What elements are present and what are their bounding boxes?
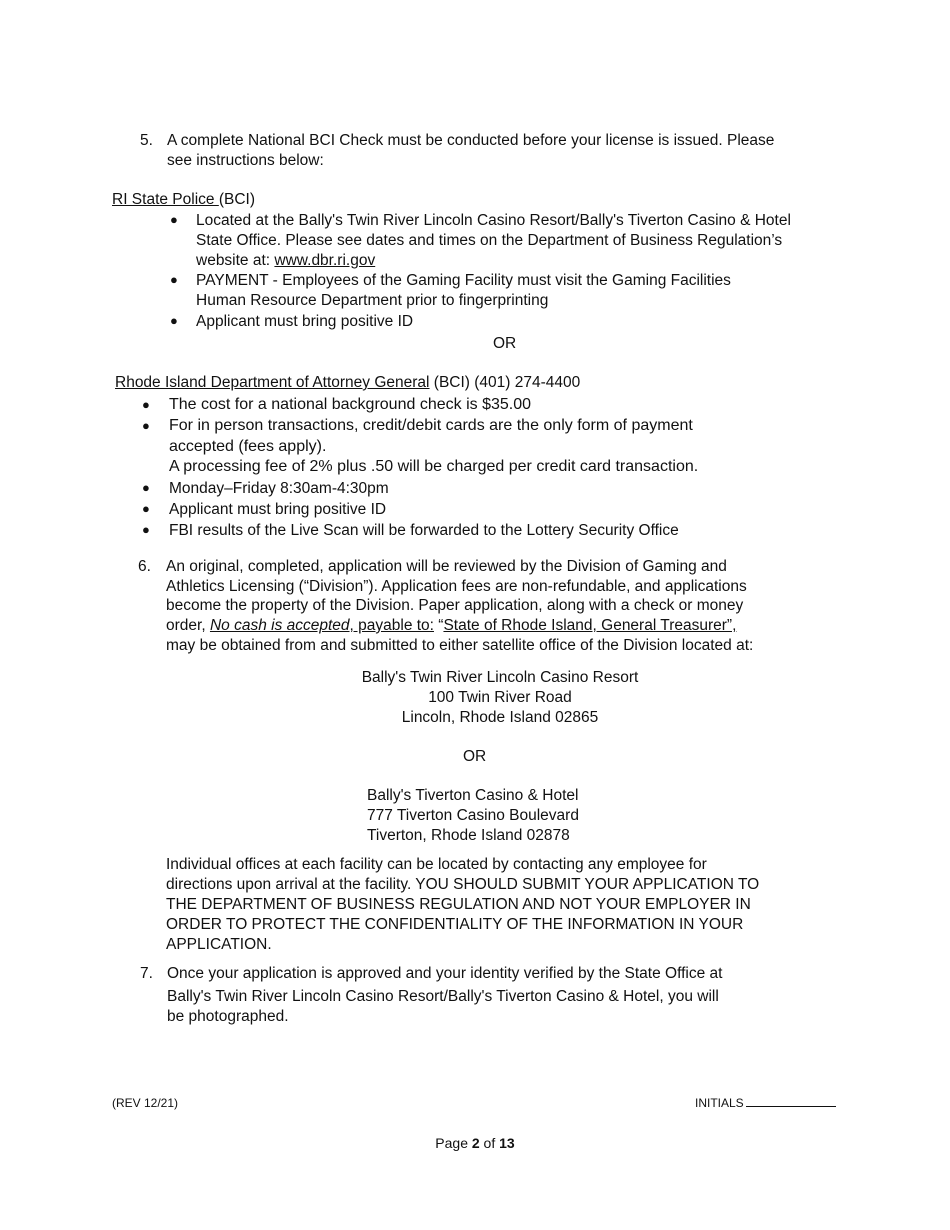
address-line: 100 Twin River Road	[428, 689, 572, 706]
revision-label: (REV 12/21)	[112, 1096, 179, 1110]
item-6-line-5: may be obtained from and submitted to either satellite office of the Division located at:	[166, 637, 754, 654]
item-6-line-2: Athletics Licensing (“Division”). Application fees are non-refundable, and applications	[166, 578, 747, 595]
section-heading	[115, 373, 580, 393]
item-number: 6.	[138, 558, 151, 575]
payee-name: State of Rhode Island, General Treasurer”,	[443, 617, 737, 634]
paragraph-line: APPLICATION.	[166, 936, 272, 953]
item-7-line-3: be photographed.	[167, 1008, 289, 1025]
item-number: 7.	[140, 965, 153, 982]
paragraph-line: THE DEPARTMENT OF BUSINESS REGULATION AND NOT YOUR EMPLOYER IN	[166, 896, 751, 913]
no-cash-notice: No cash is accepted	[209, 617, 350, 634]
initials-input-line[interactable]	[746, 1094, 836, 1107]
bullet-icon: ●	[142, 480, 150, 495]
item-number: 5.	[140, 132, 153, 149]
bullet-icon: ●	[170, 272, 178, 287]
item-6-line-3: become the property of the Division. Paper application, along with a check or money	[166, 597, 744, 614]
bullet-line: FBI results of the Live Scan will be forwarded to the Lottery Security Office	[169, 522, 679, 539]
total-pages: 13	[499, 1135, 515, 1151]
bullet-line: Applicant must bring positive ID	[196, 313, 414, 330]
page-of: of	[479, 1135, 500, 1151]
bullet-line: Monday–Friday 8:30am-4:30pm	[169, 480, 389, 497]
address-block-tiverton	[367, 786, 579, 846]
item-6-line-1: An original, completed, application will be reviewed by the Division of Gaming and	[166, 558, 727, 575]
bullet-icon: ●	[170, 313, 178, 328]
bullet-icon: ●	[142, 522, 150, 537]
or-separator: OR	[493, 335, 517, 352]
initials-label: INITIALS	[695, 1096, 744, 1110]
bullet-line: Applicant must bring positive ID	[169, 501, 387, 518]
address-line: Bally's Tiverton Casino & Hotel	[367, 787, 579, 804]
bullet-line: Human Resource Department prior to fingerprinting	[196, 292, 549, 309]
or-separator: OR	[463, 748, 487, 765]
bullet-line	[196, 251, 375, 271]
paragraph-line: directions upon arrival at the facility. YOU SHOULD SUBMIT YOUR APPLICATION TO	[166, 876, 760, 893]
heading-suffix: (BCI) (401) 274-4400	[429, 374, 581, 391]
bullet-line: accepted (fees apply).	[169, 438, 327, 455]
item-7-line-2: Bally's Twin River Lincoln Casino Resort/Bally's Tiverton Casino & Hotel, you will	[167, 988, 719, 1005]
bullet-line: A processing fee of 2% plus .50 will be charged per credit card transaction.	[169, 458, 699, 475]
address-block-lincoln	[300, 668, 700, 728]
address-line: 777 Tiverton Casino Boulevard	[367, 807, 579, 824]
heading-text: Rhode Island Department of Attorney General	[115, 374, 430, 391]
text: order,	[166, 617, 210, 634]
address-line: Bally's Twin River Lincoln Casino Resort	[361, 669, 639, 686]
text: “	[433, 617, 444, 634]
item-5-line-2: see instructions below:	[167, 152, 324, 169]
heading-suffix: (BCI)	[218, 191, 255, 208]
bullet-icon: ●	[170, 212, 178, 227]
bullet-line: For in person transactions, credit/debit cards are the only form of payment	[169, 417, 693, 434]
bullet-text: website at:	[196, 252, 275, 269]
paragraph-line: ORDER TO PROTECT THE CONFIDENTIALITY OF THE INFORMATION IN YOUR	[166, 916, 744, 933]
bullet-line: State Office. Please see dates and times on the Department of Business Regulation’s	[196, 232, 783, 249]
section-heading	[112, 190, 255, 210]
heading-text: RI State Police	[112, 191, 219, 208]
bullet-line: PAYMENT - Employees of the Gaming Facility must visit the Gaming Facilities	[196, 272, 731, 289]
item-5-line-1: A complete National BCI Check must be conducted before your license is issued. Please	[167, 132, 775, 149]
bullet-icon: ●	[142, 501, 150, 516]
item-6-line-4	[166, 616, 736, 636]
page-label: Page	[435, 1135, 472, 1151]
page-number	[0, 1135, 950, 1151]
address-line: Lincoln, Rhode Island 02865	[401, 709, 599, 726]
bullet-line: Located at the Bally's Twin River Lincoln Casino Resort/Bally's Tiverton Casino & Hotel	[196, 212, 791, 229]
instructions-paragraph	[166, 855, 759, 955]
dbr-website-link[interactable]: www.dbr.ri.gov	[274, 252, 376, 269]
address-line: Tiverton, Rhode Island 02878	[367, 827, 570, 844]
bullet-icon: ●	[142, 418, 150, 433]
bullet-line: The cost for a national background check is $35.00	[169, 396, 531, 413]
paragraph-line: Individual offices at each facility can be located by contacting any employee for	[166, 856, 707, 873]
current-page: 2	[471, 1135, 480, 1151]
payable-to-text: , payable to:	[349, 617, 434, 634]
initials-field	[695, 1094, 836, 1110]
bullet-icon: ●	[142, 397, 150, 412]
item-7-line-1: Once your application is approved and your identity verified by the State Office at	[167, 965, 723, 982]
